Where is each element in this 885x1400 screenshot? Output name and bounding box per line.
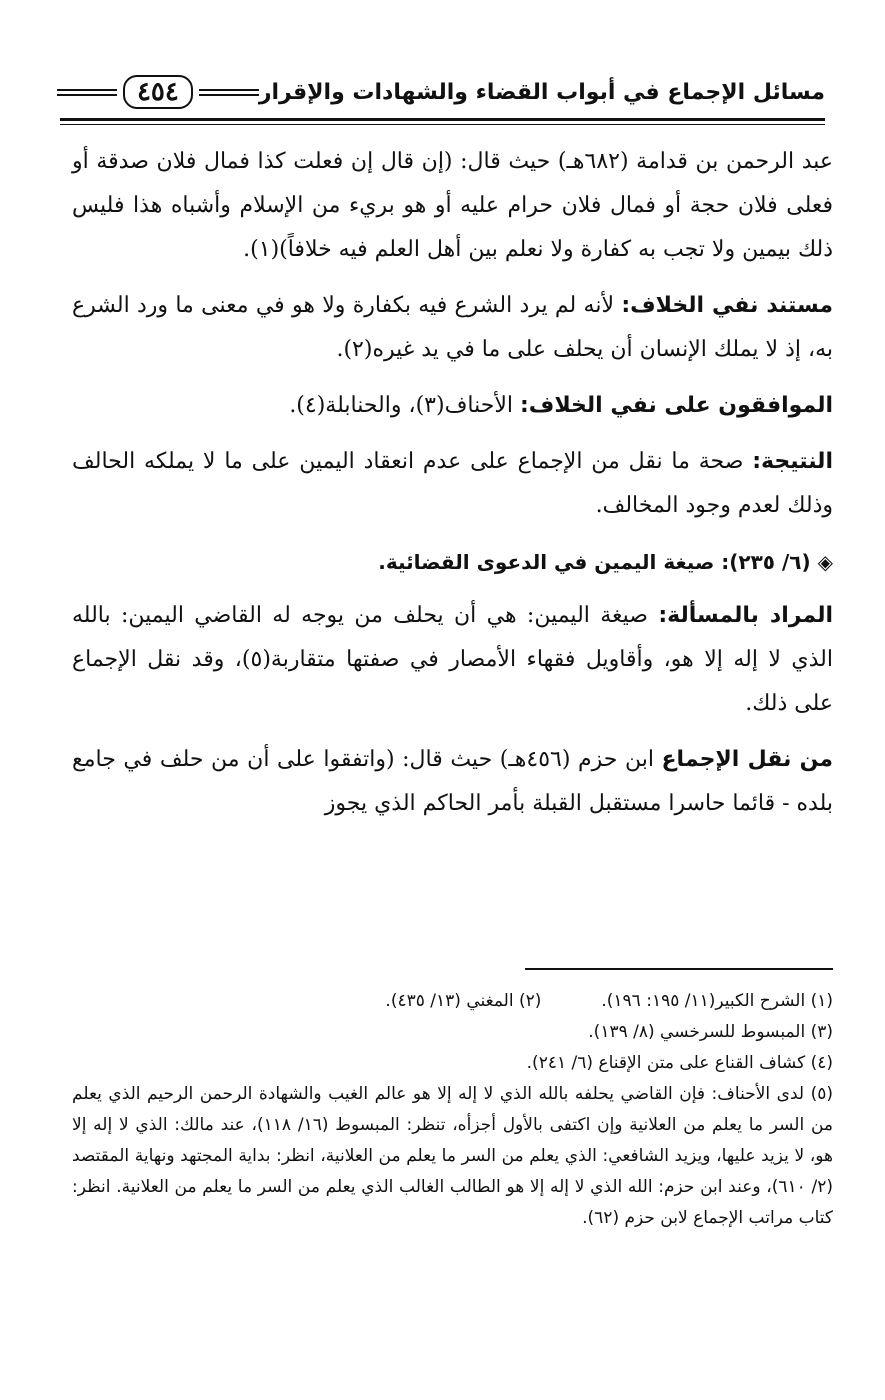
- paragraph-4-text: صحة ما نقل من الإجماع على عدم انعقاد اليمين على ما لا يملكه الحالف وذلك لعدم وجود المخالف.: [72, 449, 833, 518]
- footnote-4: (٤) كشاف القناع على متن الإقناع (٦/ ٢٤١).: [526, 1053, 833, 1073]
- footnote-5: (٥) لدى الأحناف: فإن القاضي يحلفه بالله الذي لا إله إلا هو عالم الغيب والشهادة الرحمن الرحيم الذي يعلم من السر ما يعلم من العلانية وإن اكتفى بالأول أجزأه، تنظر: المبسوط (١٦/ ١١٨)، عند مالك: الذي لا إله إلا هو، لا يزيد عليها، ويزيد الشافعي: الذي يعلم من السر ما يعلم من العلانية، انظر: بداية المجتهد ونهاية المقتصد (٢/ ٦١٠)، وعند ابن حزم: الله الذي لا إله إلا هو الطالب الغالب الذي يعلم من السر ما يعلم من العلانية. انظر: كتاب مراتب الإجماع لابن حزم (٦٢).: [72, 1084, 833, 1228]
- footnotes: [72, 986, 833, 1234]
- section-heading: ◈ (٦/ ٢٣٥): صيغة اليمين في الدعوى القضائية.: [378, 550, 833, 574]
- paragraph-3-text: الأحناف(٣)، والحنابلة(٤).: [289, 393, 520, 418]
- footnote-2: (٢) المغني (١٣/ ٤٣٥).: [385, 991, 542, 1011]
- main-text: [72, 140, 833, 838]
- footnote-3: (٣) المبسوط للسرخسي (٨/ ١٣٩).: [588, 1022, 833, 1042]
- footnote-rule: [525, 968, 833, 970]
- running-title: مسائل الإجماع في أبواب القضاء والشهادات والإقرار: [258, 79, 825, 105]
- paragraph-5-text: صيغة اليمين: هي أن يحلف من يوجه له القاضي اليمين: بالله الذي لا إله إلا هو، وأقاويل فقهاء الأمصار في صفتها متقاربة(٥)، وقد نقل الإجماع على ذلك.: [72, 603, 833, 716]
- page-number-box: [57, 75, 259, 109]
- paragraph-4-label: النتيجة:: [752, 449, 833, 474]
- ornament-line-left: [199, 89, 259, 96]
- paragraph-1-text: عبد الرحمن بن قدامة (٦٨٢هـ) حيث قال: (إن قال إن فعلت كذا فمال فلان صدقة أو فعلى فلان حجة أو فمال فلان حرام عليه أو هو بريء من الإسلام وأشباه هذا فليس ذلك بيمين ولا تجب به كفارة ولا نعلم بين أهل العلم فيه خلافاً)(١).: [72, 149, 834, 262]
- header-rule: [60, 118, 825, 125]
- paragraph-2: [72, 284, 833, 372]
- paragraph-5: [72, 594, 833, 726]
- paragraph-6-label: من نقل الإجماع: [661, 747, 833, 772]
- paragraph-6-text: ابن حزم (٤٥٦هـ) حيث قال: (واتفقوا على أن من حلف في جامع بلده - قائما حاسرا مستقبل القبلة بأمر الحاكم الذي يجوز: [72, 747, 833, 816]
- footnote-row-1-2: [72, 986, 833, 1017]
- ornament-line-right: [57, 89, 117, 96]
- page-number: ٤٥٤: [123, 75, 193, 109]
- paragraph-3-label: الموافقون على نفي الخلاف:: [519, 393, 833, 418]
- footnote-1: (١) الشرح الكبير(١١/ ١٩٥: ١٩٦).: [601, 991, 833, 1011]
- paragraph-1: [72, 140, 833, 272]
- paragraph-6: [72, 738, 833, 826]
- paragraph-2-label: مستند نفي الخلاف:: [621, 293, 834, 318]
- paragraph-4: [72, 440, 833, 528]
- page-header: [60, 68, 825, 116]
- paragraph-3: [72, 384, 833, 428]
- paragraph-5-label: المراد بالمسألة:: [658, 603, 833, 628]
- paragraph-2-text: لأنه لم يرد الشرع فيه بكفارة ولا هو في معنى ما ورد الشرع به، إذ لا يملك الإنسان أن يحلف على ما في يد غيره(٢).: [72, 293, 833, 362]
